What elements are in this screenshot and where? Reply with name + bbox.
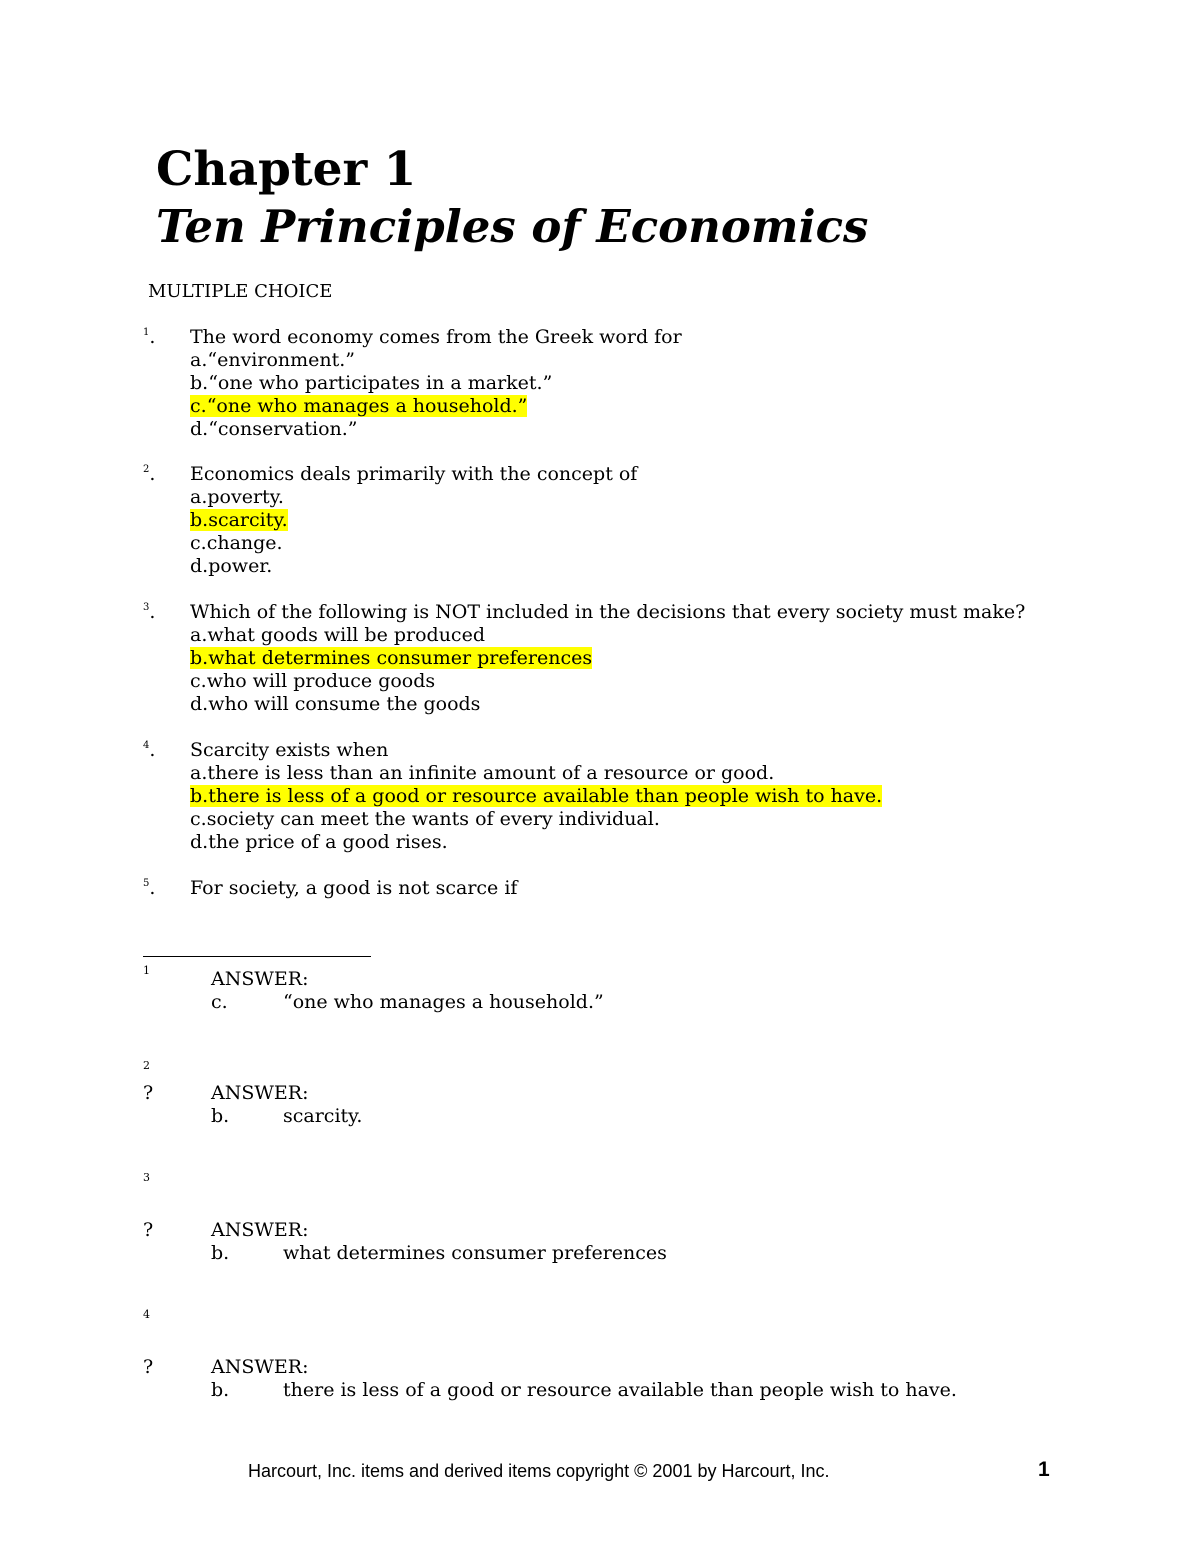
question-stem: Scarcity exists when xyxy=(190,739,389,761)
question-number: $^4$. xyxy=(143,739,156,761)
choice-c: c.society can meet the wants of every individual. xyxy=(190,808,660,830)
choice-b-correct: b.scarcity. xyxy=(190,509,288,531)
question-number: $^1$. xyxy=(143,326,156,348)
footnote-number: 2 xyxy=(143,1059,150,1072)
choice-b: b.“one who participates in a market.” xyxy=(190,372,553,394)
answer-text: “one who manages a household.” xyxy=(283,991,604,1013)
choice-c: c.change. xyxy=(190,532,283,554)
answer-letter: b. xyxy=(211,1105,230,1127)
chapter-title: Chapter 1 xyxy=(156,142,417,197)
footnote-number: 3 xyxy=(143,1171,150,1184)
footnote-number: 1 xyxy=(143,964,150,977)
choice-a: a.“environment.” xyxy=(190,349,356,371)
choice-a: a.what goods will be produced xyxy=(190,624,485,646)
answer-letter: b. xyxy=(211,1242,230,1264)
answer-label: ANSWER: xyxy=(211,1082,309,1104)
answer-text: there is less of a good or resource available than people wish to have. xyxy=(283,1379,957,1401)
question-stem: For society, a good is not scarce if xyxy=(190,877,518,899)
question-number: $^5$. xyxy=(143,877,156,899)
choice-list xyxy=(190,349,552,441)
footnote-number: 4 xyxy=(143,1308,150,1321)
question-marker: ? xyxy=(143,1219,154,1241)
question-marker: ? xyxy=(143,1356,154,1378)
choice-c: c.who will produce goods xyxy=(190,670,436,692)
footnote-separator xyxy=(143,956,371,957)
answer-text: scarcity. xyxy=(283,1105,363,1127)
answer-text: what determines consumer preferences xyxy=(283,1242,667,1264)
answer-letter: c. xyxy=(211,991,228,1013)
section-heading: MULTIPLE CHOICE xyxy=(148,281,333,302)
answer-label: ANSWER: xyxy=(211,1356,309,1378)
choice-list xyxy=(190,624,592,716)
choice-b-correct: b.there is less of a good or resource available than people wish to have. xyxy=(190,785,883,807)
page-footer xyxy=(0,1459,1200,1483)
question-stem: Economics deals primarily with the concept of xyxy=(190,463,638,485)
choice-a: a.poverty. xyxy=(190,486,284,508)
choice-d: d.“conservation.” xyxy=(190,418,358,440)
choice-d: d.the price of a good rises. xyxy=(190,831,448,853)
question-number: $^2$. xyxy=(143,463,156,485)
answer-label: ANSWER: xyxy=(211,968,309,990)
question-stem: Which of the following is NOT included in the decisions that every society must make? xyxy=(190,601,1026,623)
answer-label: ANSWER: xyxy=(211,1219,309,1241)
choice-d: d.power. xyxy=(190,555,273,577)
choice-list xyxy=(190,486,288,578)
choice-c-correct: c.“one who manages a household.” xyxy=(190,395,528,417)
page-number: 1 xyxy=(1038,1458,1050,1481)
choice-list xyxy=(190,762,882,854)
choice-d: d.who will consume the goods xyxy=(190,693,481,715)
answer-letter: b. xyxy=(211,1379,230,1401)
question-number: $^3$. xyxy=(143,601,156,623)
copyright-notice: Harcourt, Inc. items and derived items copyright © 2001 by Harcourt, Inc. xyxy=(248,1461,830,1481)
choice-a: a.there is less than an infinite amount of a resource or good. xyxy=(190,762,775,784)
question-stem: The word economy comes from the Greek word for xyxy=(190,326,682,348)
choice-b-correct: b.what determines consumer preferences xyxy=(190,647,593,669)
chapter-subtitle: Ten Principles of Economics xyxy=(156,200,869,253)
question-marker: ? xyxy=(143,1082,154,1104)
